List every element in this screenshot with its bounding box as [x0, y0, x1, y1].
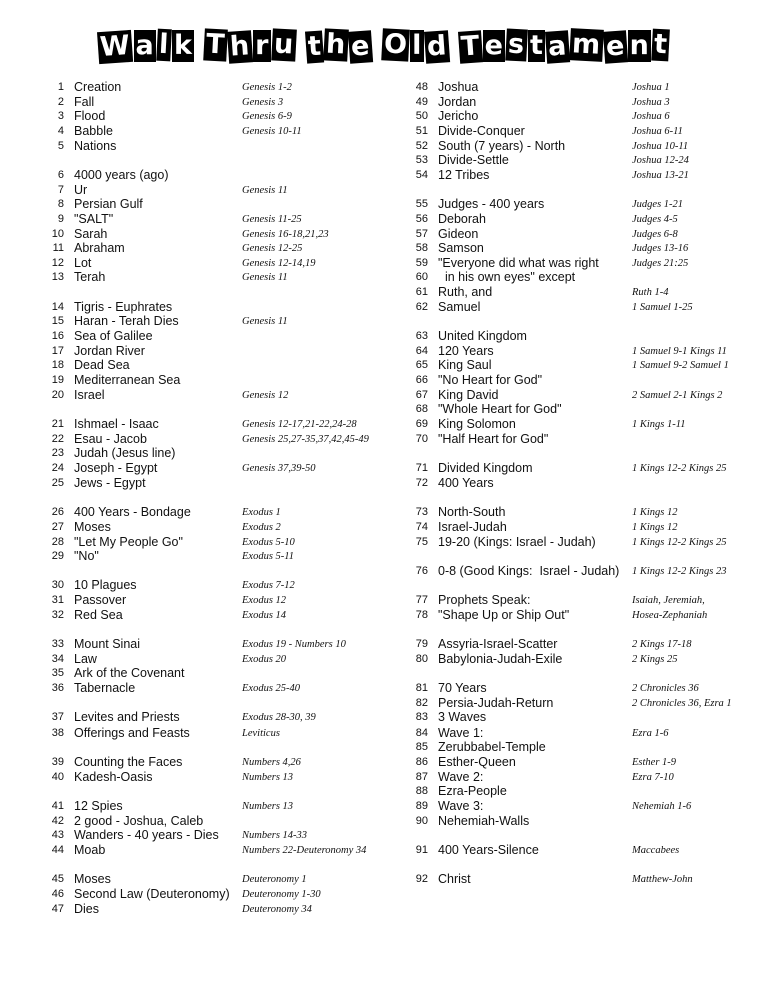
item-number: 65: [415, 359, 428, 371]
item-text: Ruth, and: [438, 285, 493, 299]
scripture-reference: Genesis 6-9: [242, 111, 292, 122]
item-number: 73: [415, 506, 428, 518]
item-number: 4: [57, 125, 64, 137]
item-text: Wanders - 40 years - Dies: [74, 828, 219, 842]
item-text: "Shape Up or Ship Out": [438, 608, 570, 622]
item-number: 28: [51, 536, 64, 548]
item-number: 39: [51, 756, 64, 768]
scripture-reference: 1 Samuel 9-1 Kings 11: [632, 346, 727, 357]
scripture-reference: Genesis 11-25: [242, 214, 302, 225]
item-text: King David: [438, 388, 499, 402]
item-text: 12 Spies: [74, 799, 123, 813]
scripture-reference: Deuteronomy 1: [242, 874, 307, 885]
scripture-reference: Genesis 11: [242, 185, 288, 196]
item-number: 89: [415, 800, 428, 812]
item-number: 30: [51, 579, 64, 591]
scripture-reference: Judges 4-5: [632, 214, 678, 225]
item-text: Jews - Egypt: [74, 476, 146, 490]
item-text: 400 Years-Silence: [438, 843, 539, 857]
scripture-reference: Matthew-John: [632, 874, 693, 885]
item-text: Judah (Jesus line): [74, 446, 176, 460]
item-number: 49: [415, 96, 428, 108]
scripture-reference: Judges 1-21: [632, 199, 684, 210]
item-text: Samuel: [438, 300, 481, 314]
item-number: 26: [51, 506, 64, 518]
item-text: King Saul: [438, 358, 492, 372]
scripture-reference: Exodus 25-40: [242, 683, 301, 694]
item-text: Wave 1:: [438, 726, 484, 740]
scripture-reference: Numbers 22-Deuteronomy 34: [242, 845, 367, 856]
item-text: Jericho: [438, 109, 479, 123]
item-number: 82: [415, 697, 428, 709]
item-number: 34: [51, 653, 64, 665]
scripture-reference: Numbers 13: [242, 801, 294, 812]
item-number: 44: [51, 844, 64, 856]
item-number: 16: [51, 330, 64, 342]
item-number: 27: [51, 521, 64, 533]
item-text: Israel-Judah: [438, 520, 507, 534]
item-number: 46: [51, 888, 64, 900]
item-text: Offerings and Feasts: [74, 726, 190, 740]
item-number: 22: [51, 433, 64, 445]
item-text: Fall: [74, 95, 95, 109]
scripture-reference: Exodus 5-11: [242, 551, 295, 562]
scripture-reference: Leviticus: [242, 728, 280, 739]
item-text: South (7 years) - North: [438, 139, 566, 153]
item-number: 83: [415, 711, 428, 723]
scripture-reference: Exodus 12: [242, 595, 287, 606]
item-text: Jordan: [438, 95, 477, 109]
item-number: 54: [415, 169, 428, 181]
item-number: 14: [51, 301, 64, 313]
scripture-reference: Maccabees: [632, 845, 680, 856]
item-text: Joshua: [438, 80, 479, 94]
item-number: 57: [415, 228, 428, 240]
item-text: Flood: [74, 109, 106, 123]
item-text: 70 Years: [438, 681, 487, 695]
item-number: 36: [51, 682, 64, 694]
item-number: 15: [51, 315, 64, 327]
item-text: 120 Years: [438, 344, 494, 358]
item-text: Moses: [74, 872, 111, 886]
item-text: "No Heart for God": [438, 373, 543, 387]
scripture-reference: Judges 13-16: [632, 243, 689, 254]
item-text: Divide-Settle: [438, 153, 509, 167]
item-number: 78: [415, 609, 428, 621]
item-number: 37: [51, 711, 64, 723]
item-number: 77: [415, 594, 428, 606]
item-text: King Solomon: [438, 417, 516, 431]
scripture-reference: Numbers 14-33: [242, 830, 308, 841]
item-text: Ur: [74, 183, 88, 197]
item-text: Mount Sinai: [74, 637, 141, 651]
item-text: "Everyone did what was right: [438, 256, 599, 270]
item-number: 2: [57, 96, 64, 108]
scripture-reference: Judges 21:25: [632, 258, 689, 269]
scripture-reference: 1 Kings 12-2 Kings 25: [632, 463, 727, 474]
item-number: 68: [415, 403, 428, 415]
item-number: 59: [415, 257, 428, 269]
scripture-reference: Joshua 3: [632, 97, 670, 108]
scripture-reference: Genesis 12-17,21-22,24-28: [242, 419, 357, 430]
item-number: 35: [51, 667, 64, 679]
item-number: 69: [415, 418, 428, 430]
scripture-reference: Exodus 1: [242, 507, 281, 518]
item-number: 43: [51, 829, 64, 841]
item-text: Deborah: [438, 212, 486, 226]
item-number: 76: [415, 565, 428, 577]
scripture-reference: Ruth 1-4: [632, 287, 669, 298]
scripture-reference: Joshua 13-21: [632, 170, 689, 181]
item-number: 81: [415, 682, 428, 694]
item-number: 17: [51, 345, 64, 357]
item-text: Kadesh-Oasis: [74, 770, 153, 784]
scripture-reference: Exodus 20: [242, 654, 287, 665]
item-text: 10 Plagues: [74, 578, 137, 592]
item-text: Israel: [74, 388, 105, 402]
item-text: Passover: [74, 593, 127, 607]
item-text: 400 Years - Bondage: [74, 505, 191, 519]
scripture-reference: Numbers 4,26: [242, 757, 301, 768]
item-number: 55: [415, 198, 428, 210]
scripture-reference: Joshua 10-11: [632, 141, 689, 152]
item-number: 70: [415, 433, 428, 445]
item-text: Sea of Galilee: [74, 329, 153, 343]
item-text: Zerubbabel-Temple: [438, 740, 546, 754]
item-text: Judges - 400 years: [438, 197, 545, 211]
item-number: 50: [415, 110, 428, 122]
scripture-reference: Genesis 12-25: [242, 243, 303, 254]
item-text: 12 Tribes: [438, 168, 490, 182]
scripture-reference: Exodus 2: [242, 522, 281, 533]
scripture-reference: 2 Kings 25: [632, 654, 678, 665]
scripture-reference: Genesis 12-14,19: [242, 258, 316, 269]
item-text: 400 Years: [438, 476, 494, 490]
item-text: 2 good - Joshua, Caleb: [74, 814, 204, 828]
scripture-reference: Joshua 6: [632, 111, 670, 122]
item-text: Mediterranean Sea: [74, 373, 181, 387]
item-number: 10: [51, 228, 64, 240]
item-number: 74: [415, 521, 428, 533]
item-text: Assyria-Israel-Scatter: [438, 637, 558, 651]
item-text: Prophets Speak:: [438, 593, 531, 607]
scripture-reference: Joshua 12-24: [632, 155, 689, 166]
scripture-reference: Ezra 1-6: [632, 728, 669, 739]
scripture-reference: 1 Samuel 9-2 Samuel 1: [632, 360, 729, 371]
item-text: United Kingdom: [438, 329, 527, 343]
item-text: Lot: [74, 256, 92, 270]
item-number: 51: [415, 125, 428, 137]
scripture-reference: 1 Kings 12: [632, 522, 678, 533]
item-text: "Half Heart for God": [438, 432, 549, 446]
item-text: Terah: [74, 270, 106, 284]
item-text: Wave 2:: [438, 770, 484, 784]
item-number: 32: [51, 609, 64, 621]
scripture-reference: Genesis 11: [242, 272, 288, 283]
item-text: Dead Sea: [74, 358, 130, 372]
item-text: Jordan River: [74, 344, 145, 358]
item-number: 80: [415, 653, 428, 665]
scripture-reference: Genesis 3: [242, 97, 284, 108]
scripture-reference: Genesis 37,39-50: [242, 463, 316, 474]
item-text: 4000 years (ago): [74, 168, 169, 182]
item-number: 72: [415, 477, 428, 489]
item-text: "Whole Heart for God": [438, 402, 562, 416]
item-text: Esther-Queen: [438, 755, 516, 769]
item-number: 5: [57, 140, 64, 152]
scripture-reference: Genesis 25,27-35,37,42,45-49: [242, 434, 369, 445]
item-number: 71: [415, 462, 428, 474]
item-number: 60: [415, 271, 428, 283]
scripture-reference: Genesis 12: [242, 390, 289, 401]
scripture-reference: Deuteronomy 34: [242, 904, 312, 915]
item-number: 45: [51, 873, 64, 885]
item-number: 31: [51, 594, 64, 606]
item-text: Samson: [438, 241, 484, 255]
item-number: 52: [415, 140, 428, 152]
item-number: 64: [415, 345, 428, 357]
item-text: Sarah: [74, 227, 108, 241]
item-text: 0-8 (Good Kings: Israel - Judah): [438, 564, 620, 578]
item-number: 58: [415, 242, 428, 254]
item-number: 92: [415, 873, 428, 885]
item-text: Counting the Faces: [74, 755, 183, 769]
scripture-reference: Joshua 6-11: [632, 126, 683, 137]
item-number: 1: [57, 81, 64, 93]
item-text: Creation: [74, 80, 122, 94]
item-text: Second Law (Deuteronomy): [74, 887, 230, 901]
item-number: 87: [415, 771, 428, 783]
item-number: 41: [51, 800, 64, 812]
item-number: 42: [51, 815, 64, 827]
item-number: 62: [415, 301, 428, 313]
item-number: 53: [415, 154, 428, 166]
item-number: 3: [57, 110, 64, 122]
item-number: 18: [51, 359, 64, 371]
scripture-reference: Genesis 16-18,21,23: [242, 229, 329, 240]
scripture-reference: Ezra 7-10: [632, 772, 674, 783]
scripture-reference: Exodus 5-10: [242, 537, 295, 548]
item-number: 20: [51, 389, 64, 401]
item-text: Persia-Judah-Return: [438, 696, 554, 710]
scripture-reference: 2 Samuel 2-1 Kings 2: [632, 390, 723, 401]
item-text: North-South: [438, 505, 506, 519]
item-text: Law: [74, 652, 97, 666]
item-number: 6: [57, 169, 64, 181]
item-text: "No": [74, 549, 99, 563]
item-number: 8: [57, 198, 64, 210]
item-text: "SALT": [74, 212, 114, 226]
item-text: Tigris - Euphrates: [74, 300, 173, 314]
page-title: W a l k T h r u t h e O l d T e s t a m e n t: [99, 28, 669, 64]
scripture-reference: 1 Samuel 1-25: [632, 302, 693, 313]
item-text: Nehemiah-Walls: [438, 814, 530, 828]
scripture-reference: 1 Kings 1-11: [632, 419, 686, 430]
item-number: 29: [51, 550, 64, 562]
scripture-reference: 1 Kings 12: [632, 507, 678, 518]
scripture-reference: Genesis 1-2: [242, 82, 292, 93]
item-number: 23: [51, 447, 64, 459]
item-number: 25: [51, 477, 64, 489]
item-text: Dies: [74, 902, 100, 916]
item-number: 38: [51, 727, 64, 739]
item-number: 66: [415, 374, 428, 386]
scripture-reference: 2 Chronicles 36: [632, 683, 699, 694]
item-text: in his own eyes" except: [438, 270, 576, 284]
item-number: 91: [415, 844, 428, 856]
item-text: Ezra-People: [438, 784, 507, 798]
item-text: Nations: [74, 139, 117, 153]
scripture-reference: Esther 1-9: [632, 757, 677, 768]
item-text: Babble: [74, 124, 113, 138]
item-text: Joseph - Egypt: [74, 461, 158, 475]
scripture-reference: Genesis 10-11: [242, 126, 302, 137]
scripture-reference: Isaiah, Jeremiah,: [632, 595, 705, 606]
item-number: 63: [415, 330, 428, 342]
item-text: Wave 3:: [438, 799, 484, 813]
item-number: 11: [52, 242, 64, 254]
item-number: 88: [415, 785, 428, 797]
scripture-reference: Exodus 28-30, 39: [242, 712, 316, 723]
item-text: Divided Kingdom: [438, 461, 533, 475]
item-number: 84: [415, 727, 428, 739]
item-number: 24: [51, 462, 64, 474]
scripture-reference: Judges 6-8: [632, 229, 678, 240]
item-number: 48: [415, 81, 428, 93]
scripture-reference: Nehemiah 1-6: [632, 801, 692, 812]
item-text: Abraham: [74, 241, 125, 255]
scripture-reference: Genesis 11: [242, 316, 288, 327]
scripture-reference: 1 Kings 12-2 Kings 25: [632, 537, 727, 548]
item-text: Persian Gulf: [74, 197, 143, 211]
item-number: 75: [415, 536, 428, 548]
item-text: Babylonia-Judah-Exile: [438, 652, 563, 666]
scripture-reference: 1 Kings 12-2 Kings 23: [632, 566, 727, 577]
item-text: 19-20 (Kings: Israel - Judah): [438, 535, 596, 549]
item-text: Esau - Jacob: [74, 432, 147, 446]
item-text: Tabernacle: [74, 681, 136, 695]
scripture-reference: 2 Chronicles 36, Ezra 1: [632, 698, 732, 709]
item-text: Divide-Conquer: [438, 124, 525, 138]
scripture-reference: Joshua 1: [632, 82, 670, 93]
item-number: 40: [51, 771, 64, 783]
item-text: Gideon: [438, 227, 479, 241]
scripture-reference: Exodus 14: [242, 610, 287, 621]
item-number: 79: [415, 638, 428, 650]
item-number: 67: [415, 389, 428, 401]
item-text: Red Sea: [74, 608, 123, 622]
item-text: Ishmael - Isaac: [74, 417, 159, 431]
item-number: 56: [415, 213, 428, 225]
scripture-reference: Exodus 19 - Numbers 10: [242, 639, 346, 650]
item-number: 85: [415, 741, 428, 753]
item-text: Christ: [438, 872, 471, 886]
scripture-reference: Numbers 13: [242, 772, 294, 783]
item-text: Haran - Terah Dies: [74, 314, 179, 328]
item-number: 33: [51, 638, 64, 650]
item-number: 47: [51, 903, 64, 915]
item-number: 7: [57, 184, 64, 196]
item-text: 3 Waves: [438, 710, 487, 724]
scripture-reference: 2 Kings 17-18: [632, 639, 692, 650]
item-number: 9: [57, 213, 64, 225]
item-number: 90: [415, 815, 428, 827]
scripture-reference: Hosea-Zephaniah: [632, 610, 708, 621]
item-number: 12: [51, 257, 64, 269]
scripture-reference: Deuteronomy 1-30: [242, 889, 321, 900]
item-number: 21: [51, 418, 64, 430]
scripture-reference: Exodus 7-12: [242, 580, 295, 591]
item-text: "Let My People Go": [74, 535, 183, 549]
item-number: 61: [415, 286, 428, 298]
item-number: 19: [51, 374, 64, 386]
item-text: Moses: [74, 520, 111, 534]
item-number: 13: [51, 271, 64, 283]
item-text: Levites and Priests: [74, 710, 180, 724]
item-number: 86: [415, 756, 428, 768]
item-text: Ark of the Covenant: [74, 666, 185, 680]
item-text: Moab: [74, 843, 106, 857]
